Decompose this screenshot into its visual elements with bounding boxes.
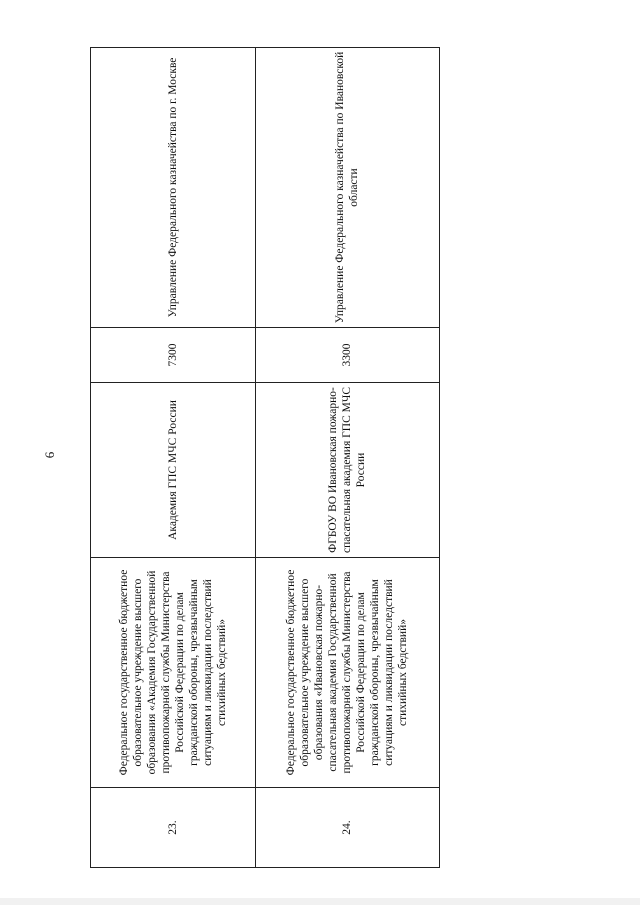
scan-edge: [0, 898, 640, 905]
organization-short-name: Академия ГПС МЧС России: [91, 383, 256, 558]
row-number: 23.: [91, 788, 256, 868]
table-row: [91, 48, 256, 868]
row-number: 24.: [255, 788, 439, 868]
organization-full-name: Федеральное государственное бюджетное образовательное учреждение высшего образования «Академия Государственной противопожарной службы Министерства Российской Федерации по делам гражданской обороны, чрезвычайным ситуациям и ликвидации последствий стихийных бедствий»: [91, 558, 256, 788]
rotated-table-wrapper: [90, 48, 440, 868]
page-number: 6: [42, 451, 57, 459]
amount: 3300: [255, 328, 439, 383]
amount: 7300: [91, 328, 256, 383]
treasury-office: Управление Федерального казначейства по г. Москве: [91, 48, 256, 328]
organization-short-name: ФГБОУ ВО Ивановская пожарно-спасательная академия ГПС МЧС России: [255, 383, 439, 558]
allocation-table: [90, 47, 440, 868]
table-row: [255, 48, 439, 868]
treasury-office: Управление Федерального казначейства по Ивановской области: [255, 48, 439, 328]
organization-full-name: Федеральное государственное бюджетное образовательное учреждение высшего образования «Ивановская пожарно-спасательная академия Государственной противопожарной службы Министерства Российской Федерации по делам гражданской обороны, чрезвычайным ситуациям и ликвидации последствий стихийных бедствий»: [255, 558, 439, 788]
